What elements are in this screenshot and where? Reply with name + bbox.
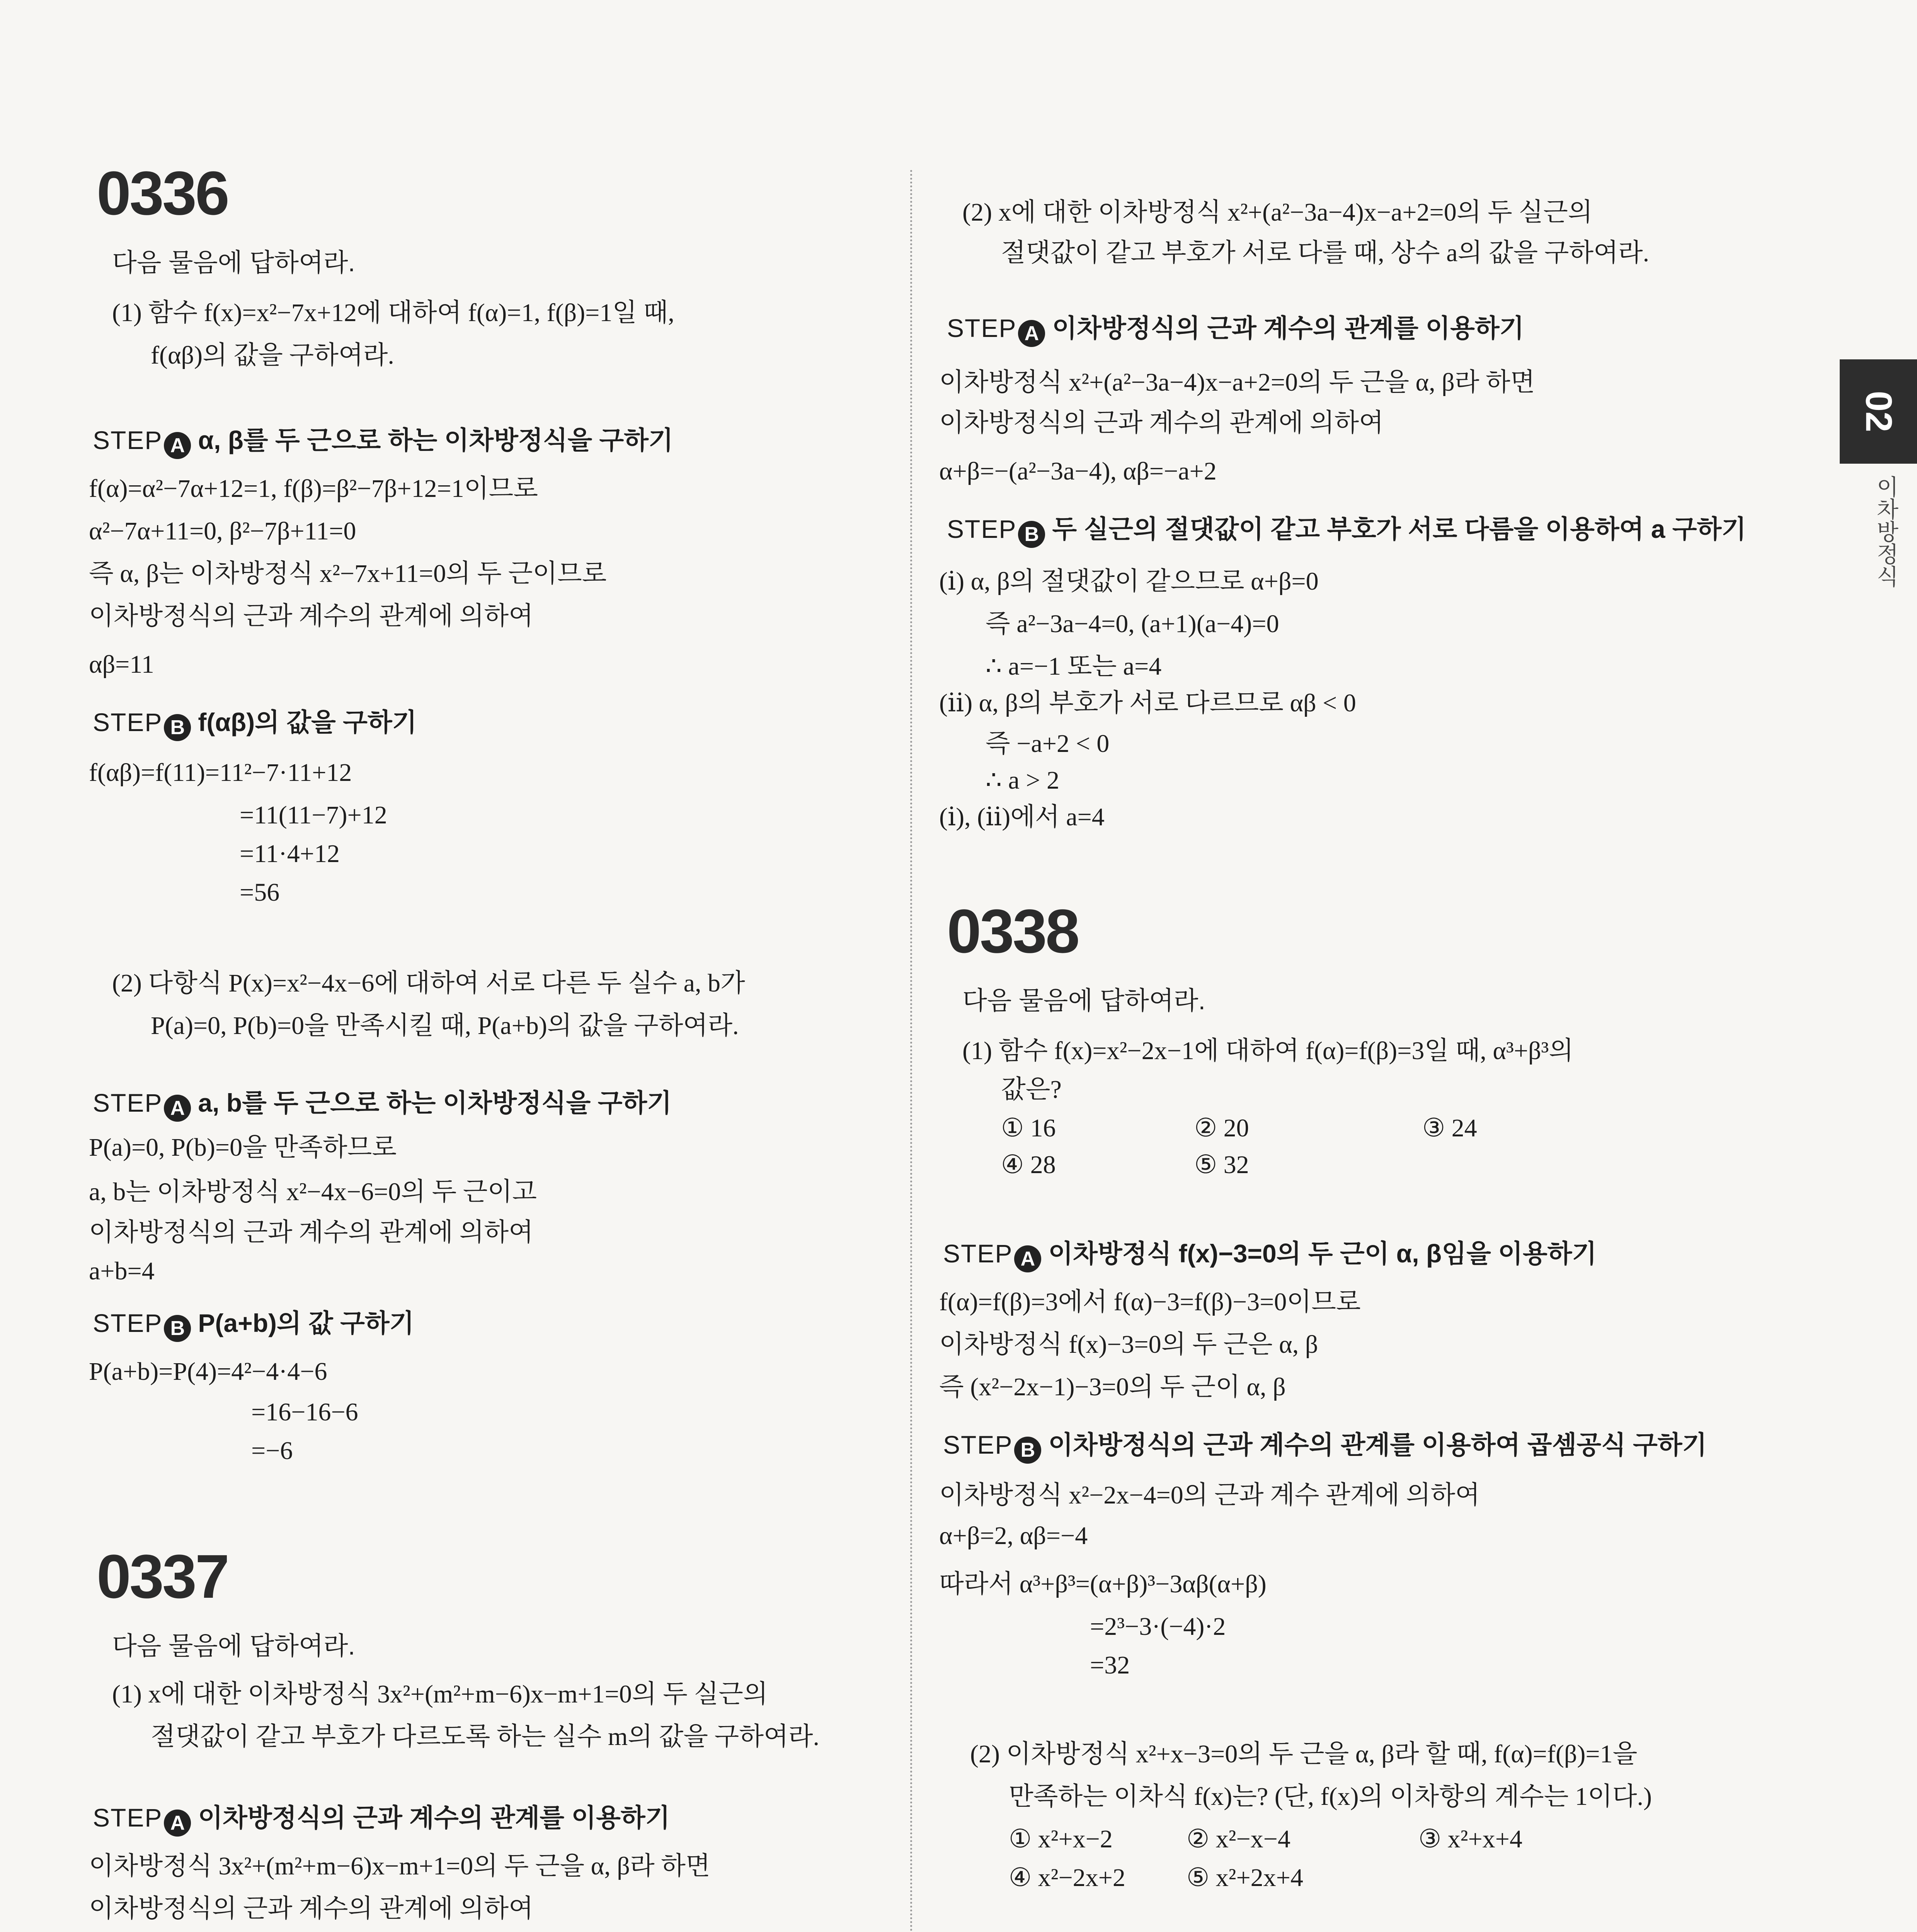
solution-line: f(αβ)=f(11)=11²−7·11+12 (89, 759, 352, 787)
step-title: P(a+b)의 값 구하기 (198, 1309, 414, 1337)
question-text: (1) 함수 f(x)=x²−2x−1에 대하여 f(α)=f(β)=3일 때, α³+β³의 (962, 1037, 1574, 1065)
solution-line: a, b는 이차방정식 x²−4x−6=0의 두 근이고 (89, 1178, 537, 1206)
chapter-tab (1840, 359, 1917, 464)
solution-line: α²−7α+11=0, β²−7β+11=0 (89, 517, 356, 545)
solution-line: a+b=4 (89, 1257, 155, 1285)
solution-line: f(α)=f(β)=3에서 f(α)−3=f(β)−3=0이므로 (939, 1288, 1361, 1316)
step-title: a, b를 두 근으로 하는 이차방정식을 구하기 (198, 1088, 672, 1117)
solution-line: 즉 −a+2 < 0 (986, 730, 1110, 758)
solution-line: =11·4+12 (240, 840, 340, 868)
instruction: 다음 물음에 답하여라. (112, 1631, 355, 1660)
step-badge: A (164, 432, 191, 459)
solution-line: (ⅰ), (ⅱ)에서 a=4 (939, 803, 1105, 831)
solution-line: 이차방정식의 근과 계수의 관계에 의하여 (939, 409, 1384, 437)
solution-line: P(a+b)=P(4)=4²−4·4−6 (89, 1357, 327, 1386)
step-header (93, 1803, 670, 1837)
step-badge: B (1014, 1437, 1041, 1464)
solution-line: P(a)=0, P(b)=0을 만족하므로 (89, 1133, 397, 1162)
solution-line: =56 (240, 878, 280, 906)
step-header (93, 1308, 414, 1342)
instruction: 다음 물음에 답하여라. (112, 248, 355, 277)
problem-number: 0337 (97, 1542, 228, 1611)
question-text: (2) x에 대한 이차방정식 x²+(a²−3a−4)x−a+2=0의 두 실근의 (962, 198, 1593, 226)
solution-line: ∴ a > 2 (986, 766, 1060, 794)
solution-line: 이차방정식 f(x)−3=0의 두 근은 α, β (939, 1330, 1318, 1359)
step-label: STEP (93, 708, 163, 736)
step-header (943, 1238, 1597, 1272)
solution-line: 즉 α, β는 이차방정식 x²−7x+11=0의 두 근이므로 (89, 560, 607, 588)
solution-line: α+β=−(a²−3a−4), αβ=−a+2 (939, 457, 1217, 485)
step-label: STEP (943, 1239, 1013, 1268)
answer-choice: ③ x²+x+4 (1418, 1825, 1522, 1853)
question-text: 만족하는 이차식 f(x)는? (단, f(x)의 이차항의 계수는 1이다.) (1009, 1782, 1652, 1811)
solution-line: =−6 (251, 1437, 293, 1465)
solution-line: 이차방정식의 근과 계수의 관계에 의하여 (89, 602, 533, 630)
answer-choice: ③ 24 (1422, 1114, 1477, 1142)
step-label: STEP (943, 1430, 1013, 1459)
answer-choice: ② 20 (1194, 1114, 1249, 1142)
step-badge: A (1014, 1245, 1041, 1272)
step-label: STEP (93, 426, 163, 454)
step-badge: A (164, 1810, 191, 1837)
solution-line: =32 (1090, 1651, 1130, 1679)
solution-line: 이차방정식의 근과 계수의 관계에 의하여 (89, 1895, 533, 1923)
solution-line: αβ=11 (89, 650, 154, 679)
solution-line: 즉 (x²−2x−1)−3=0의 두 근이 α, β (939, 1373, 1286, 1401)
step-badge: A (164, 1095, 191, 1122)
step-title: 이차방정식 f(x)−3=0의 두 근이 α, β임을 이용하기 (1048, 1239, 1597, 1268)
solution-line: 즉 a²−3a−4=0, (a+1)(a−4)=0 (986, 610, 1279, 638)
solution-line: 따라서 α³+β³=(α+β)³−3αβ(α+β) (939, 1570, 1267, 1598)
step-badge: B (1018, 521, 1045, 548)
question-text: 값은? (1001, 1075, 1062, 1104)
step-badge: B (164, 714, 191, 741)
solution-line: 이차방정식의 근과 계수의 관계에 의하여 (89, 1218, 533, 1247)
step-label: STEP (93, 1309, 163, 1337)
problem-number: 0338 (947, 896, 1078, 966)
solution-line: =11(11−7)+12 (240, 801, 387, 829)
step-title: 이차방정식의 근과 계수의 관계를 이용하기 (1052, 314, 1524, 342)
step-header (943, 1430, 1707, 1464)
question-text: 절댓값이 같고 부호가 다르도록 하는 실수 m의 값을 구하여라. (151, 1723, 819, 1751)
question-text: (2) 다항식 P(x)=x²−4x−6에 대하여 서로 다른 두 실수 a, b가 (112, 969, 745, 997)
solution-line: =16−16−6 (251, 1398, 358, 1426)
step-title: f(αβ)의 값을 구하기 (198, 708, 417, 736)
answer-choice: ① 16 (1001, 1114, 1056, 1142)
solution-line: 이차방정식 x²−2x−4=0의 근과 계수 관계에 의하여 (939, 1481, 1480, 1509)
step-title: α, β를 두 근으로 하는 이차방정식을 구하기 (198, 426, 673, 454)
problem-number: 0336 (97, 158, 228, 228)
question-text: P(a)=0, P(b)=0을 만족시킬 때, P(a+b)의 값을 구하여라. (151, 1012, 739, 1040)
solution-line: f(α)=α²−7α+12=1, f(β)=β²−7β+12=1이므로 (89, 474, 538, 503)
solution-line: α+β=2, αβ=−4 (939, 1522, 1088, 1550)
answer-choice: ② x²−x−4 (1187, 1825, 1290, 1853)
answer-choice: ④ x²−2x+2 (1009, 1864, 1125, 1892)
step-header (93, 425, 673, 459)
step-header (947, 514, 1746, 548)
step-label: STEP (93, 1088, 163, 1117)
solution-line: (ⅱ) α, β의 부호가 서로 다르므로 αβ < 0 (939, 689, 1356, 717)
step-title: 이차방정식의 근과 계수의 관계를 이용하여 곱셈공식 구하기 (1048, 1430, 1707, 1459)
step-badge: A (1018, 320, 1045, 347)
step-title: 두 실근의 절댓값이 같고 부호가 서로 다름을 이용하여 a 구하기 (1052, 515, 1747, 543)
step-label: STEP (947, 515, 1017, 543)
solution-line: =2³−3·(−4)·2 (1090, 1612, 1226, 1641)
question-text: (2) 이차방정식 x²+x−3=0의 두 근을 α, β라 할 때, f(α)=f(β)=1을 (970, 1740, 1638, 1768)
chapter-title: 이차방정식 (1873, 475, 1898, 587)
answer-choice: ⑤ x²+2x+4 (1187, 1864, 1303, 1892)
question-text: (1) 함수 f(x)=x²−7x+12에 대하여 f(α)=1, f(β)=1일 때, (112, 299, 674, 327)
question-text: f(αβ)의 값을 구하여라. (151, 341, 394, 369)
answer-choice: ④ 28 (1001, 1151, 1056, 1179)
solution-line: ∴ a=−1 또는 a=4 (986, 652, 1162, 680)
step-label: STEP (93, 1803, 163, 1832)
question-text: (1) x에 대한 이차방정식 3x²+(m²+m−6)x−m+1=0의 두 실근의 (112, 1680, 768, 1708)
step-title: 이차방정식의 근과 계수의 관계를 이용하기 (198, 1803, 670, 1832)
step-label: STEP (947, 314, 1017, 342)
solution-line: 이차방정식 x²+(a²−3a−4)x−a+2=0의 두 근을 α, β라 하면 (939, 368, 1535, 396)
step-header (93, 1088, 672, 1122)
step-header (93, 707, 417, 741)
answer-choice: ① x²+x−2 (1009, 1825, 1113, 1853)
answer-choice: ⑤ 32 (1194, 1151, 1249, 1179)
solution-line: 이차방정식 3x²+(m²+m−6)x−m+1=0의 두 근을 α, β라 하면 (89, 1852, 710, 1880)
instruction: 다음 물음에 답하여라. (962, 986, 1205, 1015)
step-header (947, 313, 1524, 347)
solution-line: (ⅰ) α, β의 절댓값이 같으므로 α+β=0 (939, 567, 1319, 595)
question-text: 절댓값이 같고 부호가 서로 다를 때, 상수 a의 값을 구하여라. (1001, 239, 1650, 267)
chapter-number: 02 (1858, 391, 1899, 432)
step-badge: B (164, 1315, 191, 1342)
column-divider (910, 170, 912, 1932)
